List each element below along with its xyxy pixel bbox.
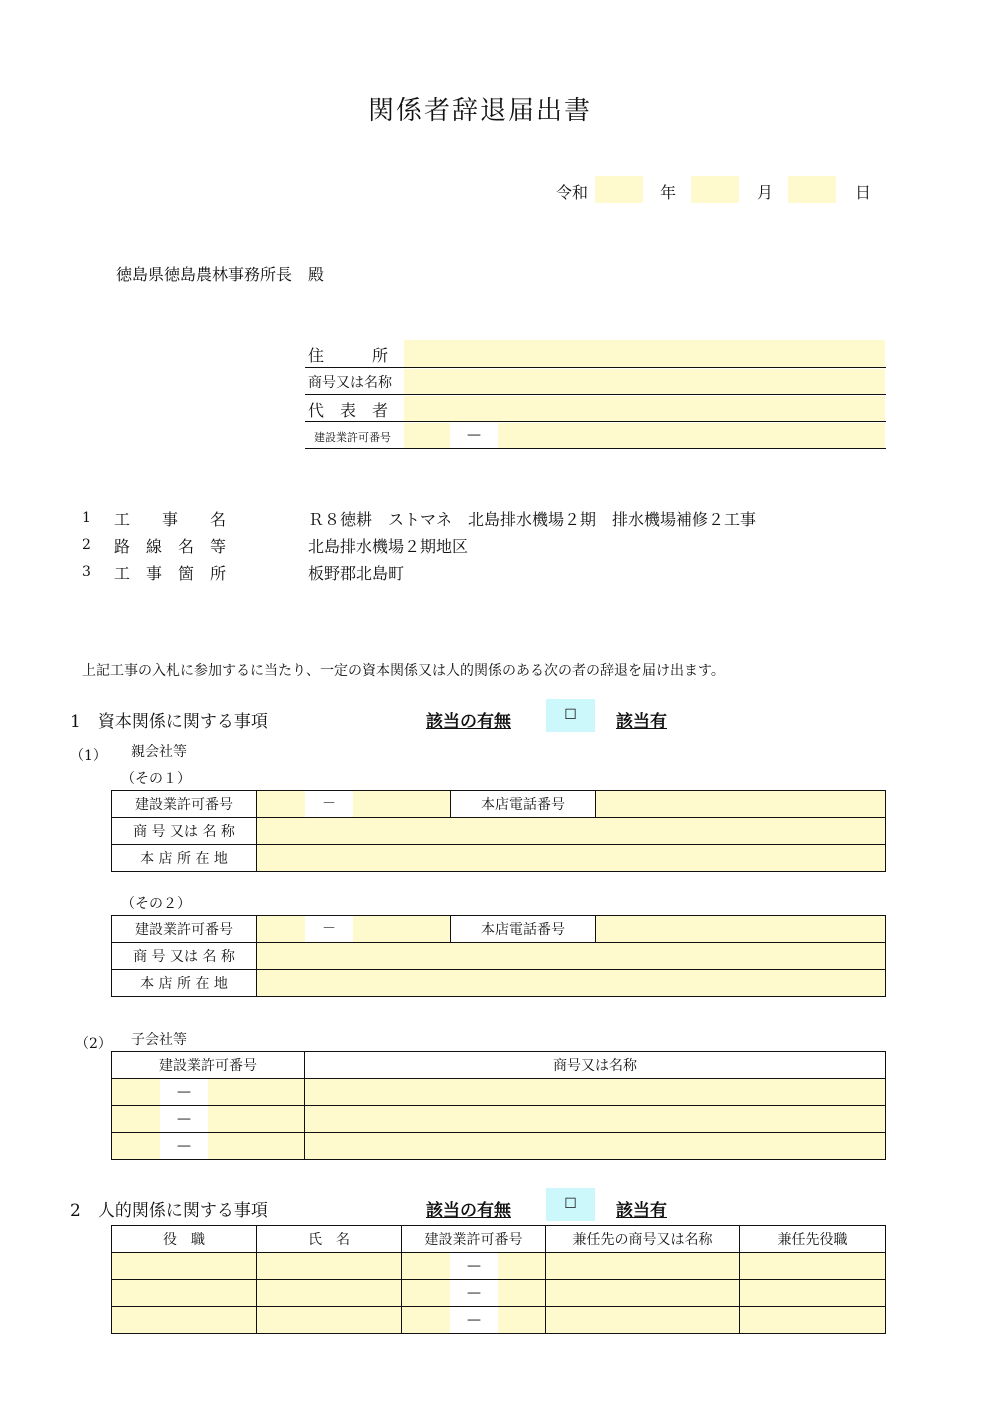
permit-number-field[interactable] bbox=[498, 1253, 545, 1279]
divider bbox=[305, 394, 886, 395]
permit-dash: — bbox=[160, 1133, 208, 1159]
person-name-field[interactable] bbox=[257, 1280, 402, 1307]
child-title: 子会社等 bbox=[131, 1032, 187, 1048]
permit-prefix-field[interactable] bbox=[257, 791, 305, 817]
permit-number-field[interactable] bbox=[208, 1079, 304, 1105]
date-era: 令和 bbox=[556, 183, 589, 202]
permit-prefix-field[interactable] bbox=[257, 916, 305, 942]
permit-number-field[interactable] bbox=[353, 791, 450, 817]
hq-field[interactable] bbox=[257, 970, 886, 997]
child-table bbox=[111, 1051, 886, 1160]
permit-number-field[interactable] bbox=[208, 1106, 304, 1132]
name-label: 商 号 又は 名 称 bbox=[112, 818, 257, 845]
permit-number-field[interactable] bbox=[498, 1307, 545, 1333]
section1-checkbox[interactable]: ☐ bbox=[546, 699, 595, 732]
child-name-field[interactable] bbox=[305, 1133, 886, 1160]
project-label-1: 工 事 名 bbox=[114, 510, 227, 529]
name-label: 商 号 又は 名 称 bbox=[112, 943, 257, 970]
section2-heading: 2 人的関係に関する事項 bbox=[70, 1201, 268, 1221]
addressee: 徳島県徳島農林事務所長 殿 bbox=[116, 265, 325, 284]
applicant-rep-label: 代 表 者 bbox=[308, 401, 389, 420]
phone-field[interactable] bbox=[596, 791, 886, 818]
table-row bbox=[112, 1079, 886, 1106]
concurrent-company-field[interactable] bbox=[546, 1253, 740, 1280]
section2-applicable-label: 該当の有無 bbox=[426, 1201, 511, 1221]
permit-number-field[interactable] bbox=[353, 916, 450, 942]
applicant-name-field[interactable] bbox=[404, 369, 885, 394]
table-row bbox=[112, 1280, 886, 1307]
applicant-permit-number-field[interactable] bbox=[498, 423, 885, 448]
permit-dash: － bbox=[305, 916, 353, 942]
header-concurrent-company: 兼任先の商号又は名称 bbox=[546, 1226, 740, 1253]
table-row bbox=[112, 1106, 886, 1133]
project-no-1: 1 bbox=[82, 510, 91, 526]
name-field[interactable] bbox=[257, 818, 886, 845]
concurrent-position-field[interactable] bbox=[740, 1307, 886, 1334]
permit-prefix-field[interactable] bbox=[402, 1253, 450, 1279]
phone-field[interactable] bbox=[596, 916, 886, 943]
day-field[interactable] bbox=[788, 176, 836, 203]
parent-table-2 bbox=[111, 915, 886, 997]
parent-label: （1） bbox=[70, 748, 107, 764]
page-title: 関係者辞退届出書 bbox=[367, 96, 592, 126]
permit-dash: — bbox=[160, 1079, 208, 1105]
table-row bbox=[112, 1253, 886, 1280]
header-position: 役 職 bbox=[112, 1226, 257, 1253]
permit-prefix-field[interactable] bbox=[402, 1280, 450, 1306]
parent-sub2: （その２） bbox=[121, 896, 191, 912]
year-unit: 年 bbox=[660, 183, 677, 202]
project-no-2: 2 bbox=[82, 537, 91, 553]
project-value-1: Ｒ８徳耕 ストマネ 北島排水機場２期 排水機場補修２工事 bbox=[308, 510, 757, 529]
phone-label: 本店電話番号 bbox=[451, 791, 596, 818]
applicant-permit-label: 建設業許可番号 bbox=[314, 431, 391, 444]
child-name-field[interactable] bbox=[305, 1079, 886, 1106]
section1-heading: 1 資本関係に関する事項 bbox=[70, 712, 268, 732]
concurrent-position-field[interactable] bbox=[740, 1253, 886, 1280]
section1-applicable-value: 該当有 bbox=[616, 712, 667, 732]
applicant-permit-dash: — bbox=[467, 427, 481, 443]
parent-sub1: （その１） bbox=[121, 771, 191, 787]
concurrent-position-field[interactable] bbox=[740, 1280, 886, 1307]
section1-applicable-label: 該当の有無 bbox=[426, 712, 511, 732]
applicant-address-field[interactable] bbox=[404, 340, 885, 367]
permit-number-field[interactable] bbox=[498, 1280, 545, 1306]
position-field[interactable] bbox=[112, 1253, 257, 1280]
applicant-address-label: 住 所 bbox=[308, 346, 389, 365]
parent-table-1 bbox=[111, 790, 886, 872]
project-value-2: 北島排水機場２期地区 bbox=[308, 537, 469, 556]
month-unit: 月 bbox=[757, 183, 774, 202]
concurrent-company-field[interactable] bbox=[546, 1307, 740, 1334]
project-label-3: 工 事 箇 所 bbox=[114, 564, 227, 583]
permit-dash: — bbox=[450, 1307, 498, 1333]
permit-prefix-field[interactable] bbox=[402, 1307, 450, 1333]
concurrent-company-field[interactable] bbox=[546, 1280, 740, 1307]
child-header-name: 商号又は名称 bbox=[305, 1052, 886, 1079]
table-row bbox=[112, 1307, 886, 1334]
project-label-2: 路 線 名 等 bbox=[114, 537, 227, 556]
parent-title: 親会社等 bbox=[131, 744, 187, 760]
permit-prefix-field[interactable] bbox=[112, 1106, 160, 1132]
hq-label: 本 店 所 在 地 bbox=[112, 970, 257, 997]
permit-dash: — bbox=[450, 1253, 498, 1279]
header-concurrent-position: 兼任先役職 bbox=[740, 1226, 886, 1253]
divider bbox=[305, 448, 886, 449]
position-field[interactable] bbox=[112, 1307, 257, 1334]
personnel-table bbox=[111, 1225, 886, 1334]
project-value-3: 板野郡北島町 bbox=[308, 564, 405, 583]
header-permit: 建設業許可番号 bbox=[402, 1226, 546, 1253]
month-field[interactable] bbox=[691, 176, 739, 203]
day-unit: 日 bbox=[855, 183, 872, 202]
person-name-field[interactable] bbox=[257, 1253, 402, 1280]
child-name-field[interactable] bbox=[305, 1106, 886, 1133]
section2-checkbox[interactable]: ☐ bbox=[546, 1188, 595, 1221]
applicant-name-label: 商号又は名称 bbox=[308, 375, 392, 391]
child-header-permit: 建設業許可番号 bbox=[112, 1052, 305, 1079]
hq-label: 本 店 所 在 地 bbox=[112, 845, 257, 872]
phone-label: 本店電話番号 bbox=[451, 916, 596, 943]
permit-prefix-field[interactable] bbox=[112, 1079, 160, 1105]
permit-number-field[interactable] bbox=[208, 1133, 304, 1159]
permit-label: 建設業許可番号 bbox=[112, 916, 257, 943]
hq-field[interactable] bbox=[257, 845, 886, 872]
section2-applicable-value: 該当有 bbox=[616, 1201, 667, 1221]
position-field[interactable] bbox=[112, 1280, 257, 1307]
divider bbox=[305, 367, 886, 368]
table-row bbox=[112, 1133, 886, 1160]
year-field[interactable] bbox=[595, 176, 643, 203]
permit-dash: — bbox=[450, 1280, 498, 1306]
header-name: 氏 名 bbox=[257, 1226, 402, 1253]
permit-label: 建設業許可番号 bbox=[112, 791, 257, 818]
divider bbox=[305, 421, 886, 422]
person-name-field[interactable] bbox=[257, 1307, 402, 1334]
applicant-permit-prefix-field[interactable] bbox=[404, 423, 450, 448]
permit-prefix-field[interactable] bbox=[112, 1133, 160, 1159]
permit-dash: － bbox=[305, 791, 353, 817]
name-field[interactable] bbox=[257, 943, 886, 970]
applicant-rep-field[interactable] bbox=[404, 396, 885, 421]
statement: 上記工事の入札に参加するに当たり、一定の資本関係又は人的関係のある次の者の辞退を届け出ます。 bbox=[82, 663, 725, 679]
child-label: （2） bbox=[75, 1036, 112, 1052]
project-no-3: 3 bbox=[82, 564, 91, 580]
permit-dash: — bbox=[160, 1106, 208, 1132]
